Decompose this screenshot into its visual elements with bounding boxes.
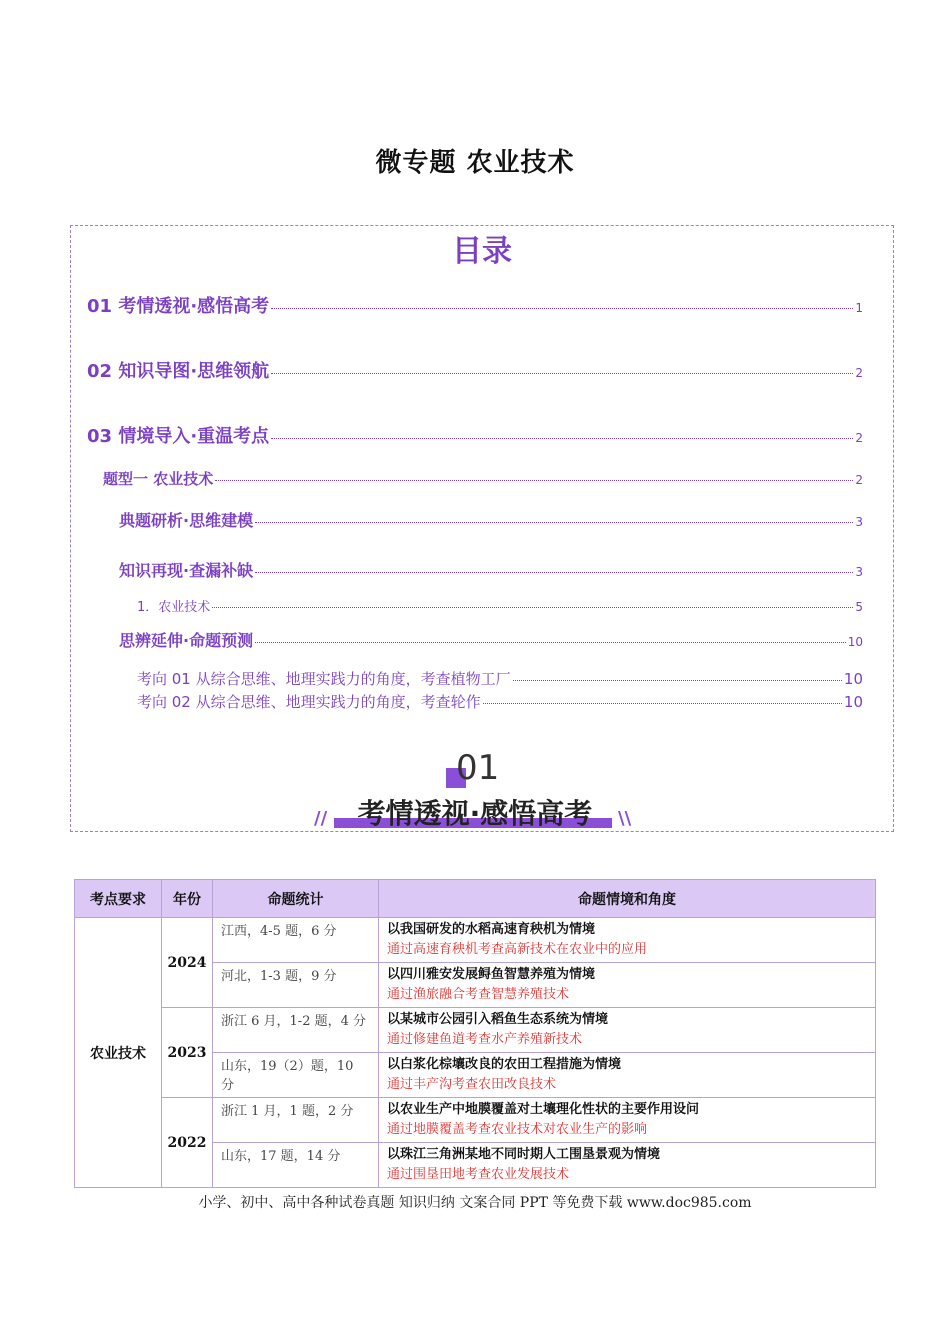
section-number: 01 xyxy=(456,748,500,788)
context-cell: 以白浆化棕壤改良的农田工程措施为情境 通过丰产沟考查农田改良技术 xyxy=(379,1053,876,1098)
toc-entry[interactable]: 典题研析·思维建模 3 xyxy=(119,511,863,530)
toc-entry[interactable]: 03 情境导入·重温考点 2 xyxy=(87,426,863,447)
section-title: 考情透视·感悟高考 xyxy=(357,797,593,830)
section-banner xyxy=(300,740,650,832)
document-title: 微专题 农业技术 xyxy=(375,148,575,178)
toc-entry[interactable]: 02 知识导图·思维领航 2 xyxy=(87,361,863,382)
table-header: 年份 xyxy=(162,880,213,918)
table-header-row xyxy=(75,880,876,918)
context-cell: 以珠江三角洲某地不同时期人工围垦景观为情境 通过围垦田地考查农业发展技术 xyxy=(379,1143,876,1188)
context-cell: 以我国研发的水稻高速育秧机为情境 通过高速育秧机考查高新技术在农业中的应用 xyxy=(379,918,876,963)
stat-cell: 江西，4-5 题，6 分 xyxy=(213,918,379,963)
slash-right-decoration: \\ xyxy=(618,808,632,829)
stat-cell: 浙江 1 月，1 题，2 分 xyxy=(213,1098,379,1143)
topic-cell: 农业技术 xyxy=(75,918,162,1188)
table-header: 命题情境和角度 xyxy=(379,880,876,918)
toc-entry[interactable]: 题型一 农业技术 2 xyxy=(103,470,863,488)
context-cell: 以四川雅安发展鲟鱼智慧养殖为情境 通过渔旅融合考查智慧养殖技术 xyxy=(379,963,876,1008)
slash-left-decoration: // xyxy=(314,808,328,829)
toc-entry[interactable]: 01 考情透视·感悟高考 1 xyxy=(87,296,863,317)
stat-cell: 浙江 6 月，1-2 题，4 分 xyxy=(213,1008,379,1053)
toc-entry[interactable]: 考向 02 从综合思维、地理实践力的角度，考查轮作 10 xyxy=(137,693,863,711)
table-row xyxy=(75,918,876,963)
toc-entry[interactable]: 知识再现·查漏补缺 3 xyxy=(119,561,863,580)
table-header: 考点要求 xyxy=(75,880,162,918)
context-cell: 以农业生产中地膜覆盖对土壤理化性状的主要作用设问 通过地膜覆盖考查农业技术对农业生产的影响 xyxy=(379,1098,876,1143)
table-row xyxy=(75,1098,876,1143)
page-footer: 小学、初中、高中各种试卷真题 知识归纳 文案合同 PPT 等免费下载 www.doc985.com xyxy=(198,1195,752,1211)
year-cell: 2023 xyxy=(162,1008,213,1098)
table-row xyxy=(75,1008,876,1053)
toc-entry[interactable]: 思辨延伸·命题预测 10 xyxy=(119,631,863,650)
year-cell: 2022 xyxy=(162,1098,213,1188)
context-cell: 以某城市公园引入稻鱼生态系统为情境 通过修建鱼道考查水产养殖新技术 xyxy=(379,1008,876,1053)
toc-heading: 目录 xyxy=(452,234,512,269)
stat-cell: 山东，19（2）题，10 分 xyxy=(213,1053,379,1098)
year-cell: 2024 xyxy=(162,918,213,1008)
exam-analysis-table xyxy=(74,879,876,1188)
table-header: 命题统计 xyxy=(213,880,379,918)
stat-cell: 河北，1-3 题，9 分 xyxy=(213,963,379,1008)
toc-entry[interactable]: 考向 01 从综合思维、地理实践力的角度，考查植物工厂 10 xyxy=(137,670,863,688)
toc-entry[interactable]: 1．农业技术 5 xyxy=(137,600,863,615)
stat-cell: 山东，17 题，14 分 xyxy=(213,1143,379,1188)
